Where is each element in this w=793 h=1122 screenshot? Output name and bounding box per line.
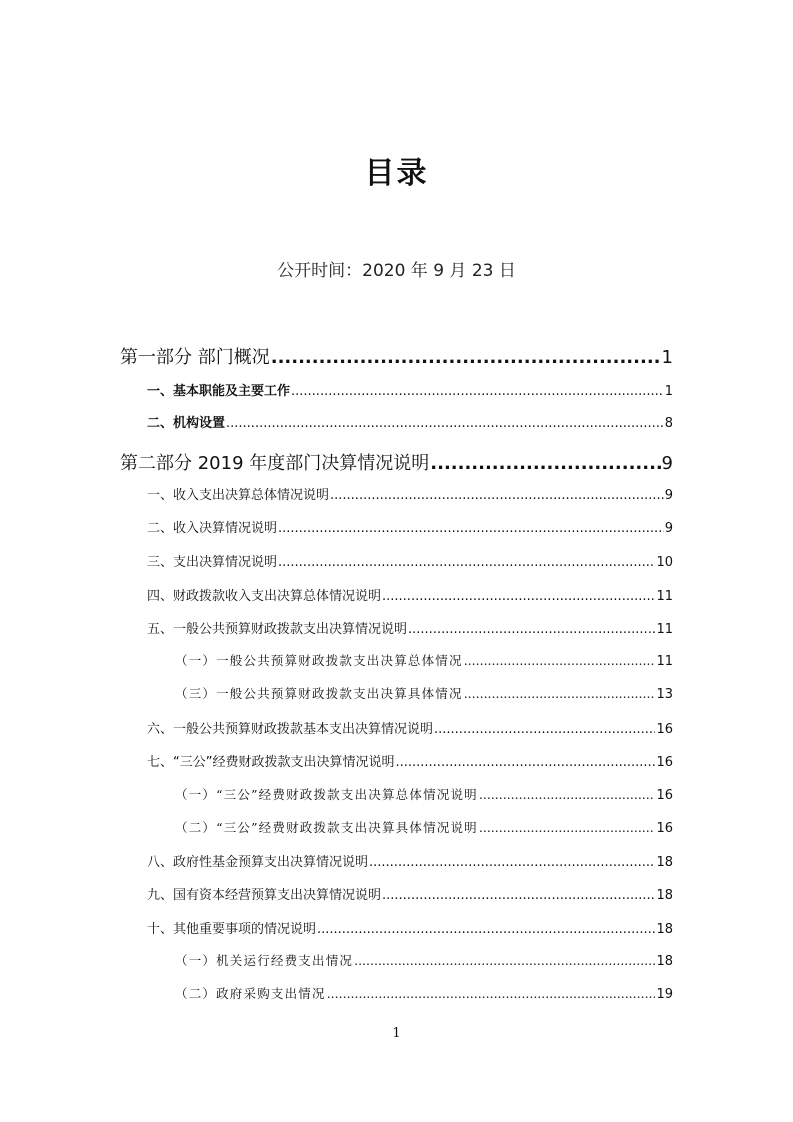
toc-entry-label: 四、财政拨款收入支出决算总体情况说明: [147, 589, 382, 604]
dot-leader: [278, 521, 664, 536]
toc-entry-label: 九、国有资本经营预算支出决算情况说明: [147, 888, 382, 903]
toc-entry-page: 10: [656, 555, 673, 570]
toc-entry-label: （一）一般公共预算财政拨款支出决算总体情况: [175, 653, 463, 668]
toc-entry-page: 11: [656, 654, 673, 669]
dot-leader: [327, 986, 656, 1001]
toc-entry-page: 11: [656, 622, 673, 637]
toc-entry-page: 9: [661, 453, 673, 474]
toc-entry-page: 18: [656, 954, 673, 969]
toc-entry-label: 第一部分 部门概况: [120, 347, 270, 368]
toc-entry-page: 18: [656, 888, 673, 903]
dot-leader: [354, 953, 655, 968]
dot-leader: [330, 488, 664, 503]
toc-entry-page: 18: [656, 922, 673, 937]
toc-entry[interactable]: [147, 918, 673, 937]
toc-entry-page: 8: [664, 416, 673, 431]
toc-entry[interactable]: [147, 484, 673, 503]
toc-entry[interactable]: [147, 585, 673, 604]
toc-entry-label: （三）一般公共预算财政拨款支出决算具体情况: [175, 686, 463, 701]
dot-leader: [291, 384, 664, 399]
toc-entry-page: 16: [656, 788, 673, 803]
toc-entry-page: 19: [656, 987, 673, 1002]
toc-entry-label: （二）政府采购支出情况: [175, 986, 326, 1001]
toc-entry[interactable]: [147, 718, 673, 737]
toc-entry-label: 十、其他重要事项的情况说明: [147, 922, 317, 937]
dot-leader: [226, 416, 664, 431]
dot-leader: [430, 453, 660, 474]
toc-entry-page: 9: [664, 488, 673, 503]
toc-entry-label: 一、收入支出决算总体情况说明: [147, 488, 330, 503]
toc-entry[interactable]: [147, 517, 673, 536]
toc-entry-page: 9: [664, 521, 673, 536]
dot-leader: [395, 755, 655, 770]
dot-leader: [271, 347, 661, 368]
dot-leader: [434, 722, 655, 737]
page-number: 1: [392, 1026, 401, 1041]
toc-entry-page: 13: [656, 687, 673, 702]
dot-leader: [479, 787, 656, 802]
dot-leader: [479, 820, 656, 835]
toc-entry-label: （二）“三公”经费财政拨款支出决算具体情况说明: [175, 820, 478, 835]
toc-entry-label: （一）“三公”经费财政拨款支出决算总体情况说明: [175, 787, 478, 802]
toc-entry-label: 七、“三公”经费财政拨款支出决算情况说明: [147, 755, 395, 770]
toc-entry[interactable]: [147, 551, 673, 570]
toc-entry-label: 二、机构设置: [147, 416, 226, 431]
toc-entry[interactable]: [147, 618, 673, 637]
toc-entry[interactable]: [147, 751, 673, 770]
toc-entry[interactable]: [147, 412, 673, 431]
dot-leader: [464, 653, 656, 668]
dot-leader: [382, 888, 655, 903]
toc-entry[interactable]: [120, 449, 673, 475]
toc-entry[interactable]: [120, 343, 673, 369]
toc-entry[interactable]: [147, 884, 673, 903]
toc-entry-label: 二、收入决算情况说明: [147, 521, 278, 536]
toc-entry[interactable]: [175, 818, 673, 836]
publish-date: 公开时间：2020 年 9 月 23 日: [277, 261, 516, 281]
toc-entry[interactable]: [147, 851, 673, 870]
toc-entry-page: 1: [664, 384, 673, 399]
dot-leader: [278, 555, 655, 570]
toc-entry-page: 11: [656, 589, 673, 604]
toc-entry-label: 第二部分 2019 年度部门决算情况说明: [120, 453, 430, 474]
toc-entry[interactable]: [175, 684, 673, 702]
toc-entry-label: 一、基本职能及主要工作: [147, 384, 291, 399]
toc-entry[interactable]: [175, 951, 673, 969]
page-title: 目录: [364, 156, 429, 191]
dot-leader: [382, 589, 655, 604]
toc-entry-label: 五、一般公共预算财政拨款支出决算情况说明: [147, 622, 408, 637]
toc-entry-label: 八、政府性基金预算支出决算情况说明: [147, 855, 369, 870]
dot-leader: [408, 622, 655, 637]
toc-entry-page: 16: [656, 821, 673, 836]
toc-entry-page: 16: [656, 722, 673, 737]
toc-entry[interactable]: [175, 651, 673, 669]
toc-entry-label: 六、一般公共预算财政拨款基本支出决算情况说明: [147, 722, 434, 737]
toc-entry-page: 18: [656, 855, 673, 870]
toc-entry[interactable]: [175, 984, 673, 1002]
dot-leader: [317, 922, 655, 937]
toc-entry[interactable]: [147, 380, 673, 399]
dot-leader: [464, 686, 656, 701]
dot-leader: [369, 855, 655, 870]
toc-entry-page: 16: [656, 755, 673, 770]
toc-entry-page: 1: [661, 347, 673, 368]
toc-entry-label: （一）机关运行经费支出情况: [175, 953, 354, 968]
toc-entry[interactable]: [175, 785, 673, 803]
toc-entry-label: 三、支出决算情况说明: [147, 555, 278, 570]
